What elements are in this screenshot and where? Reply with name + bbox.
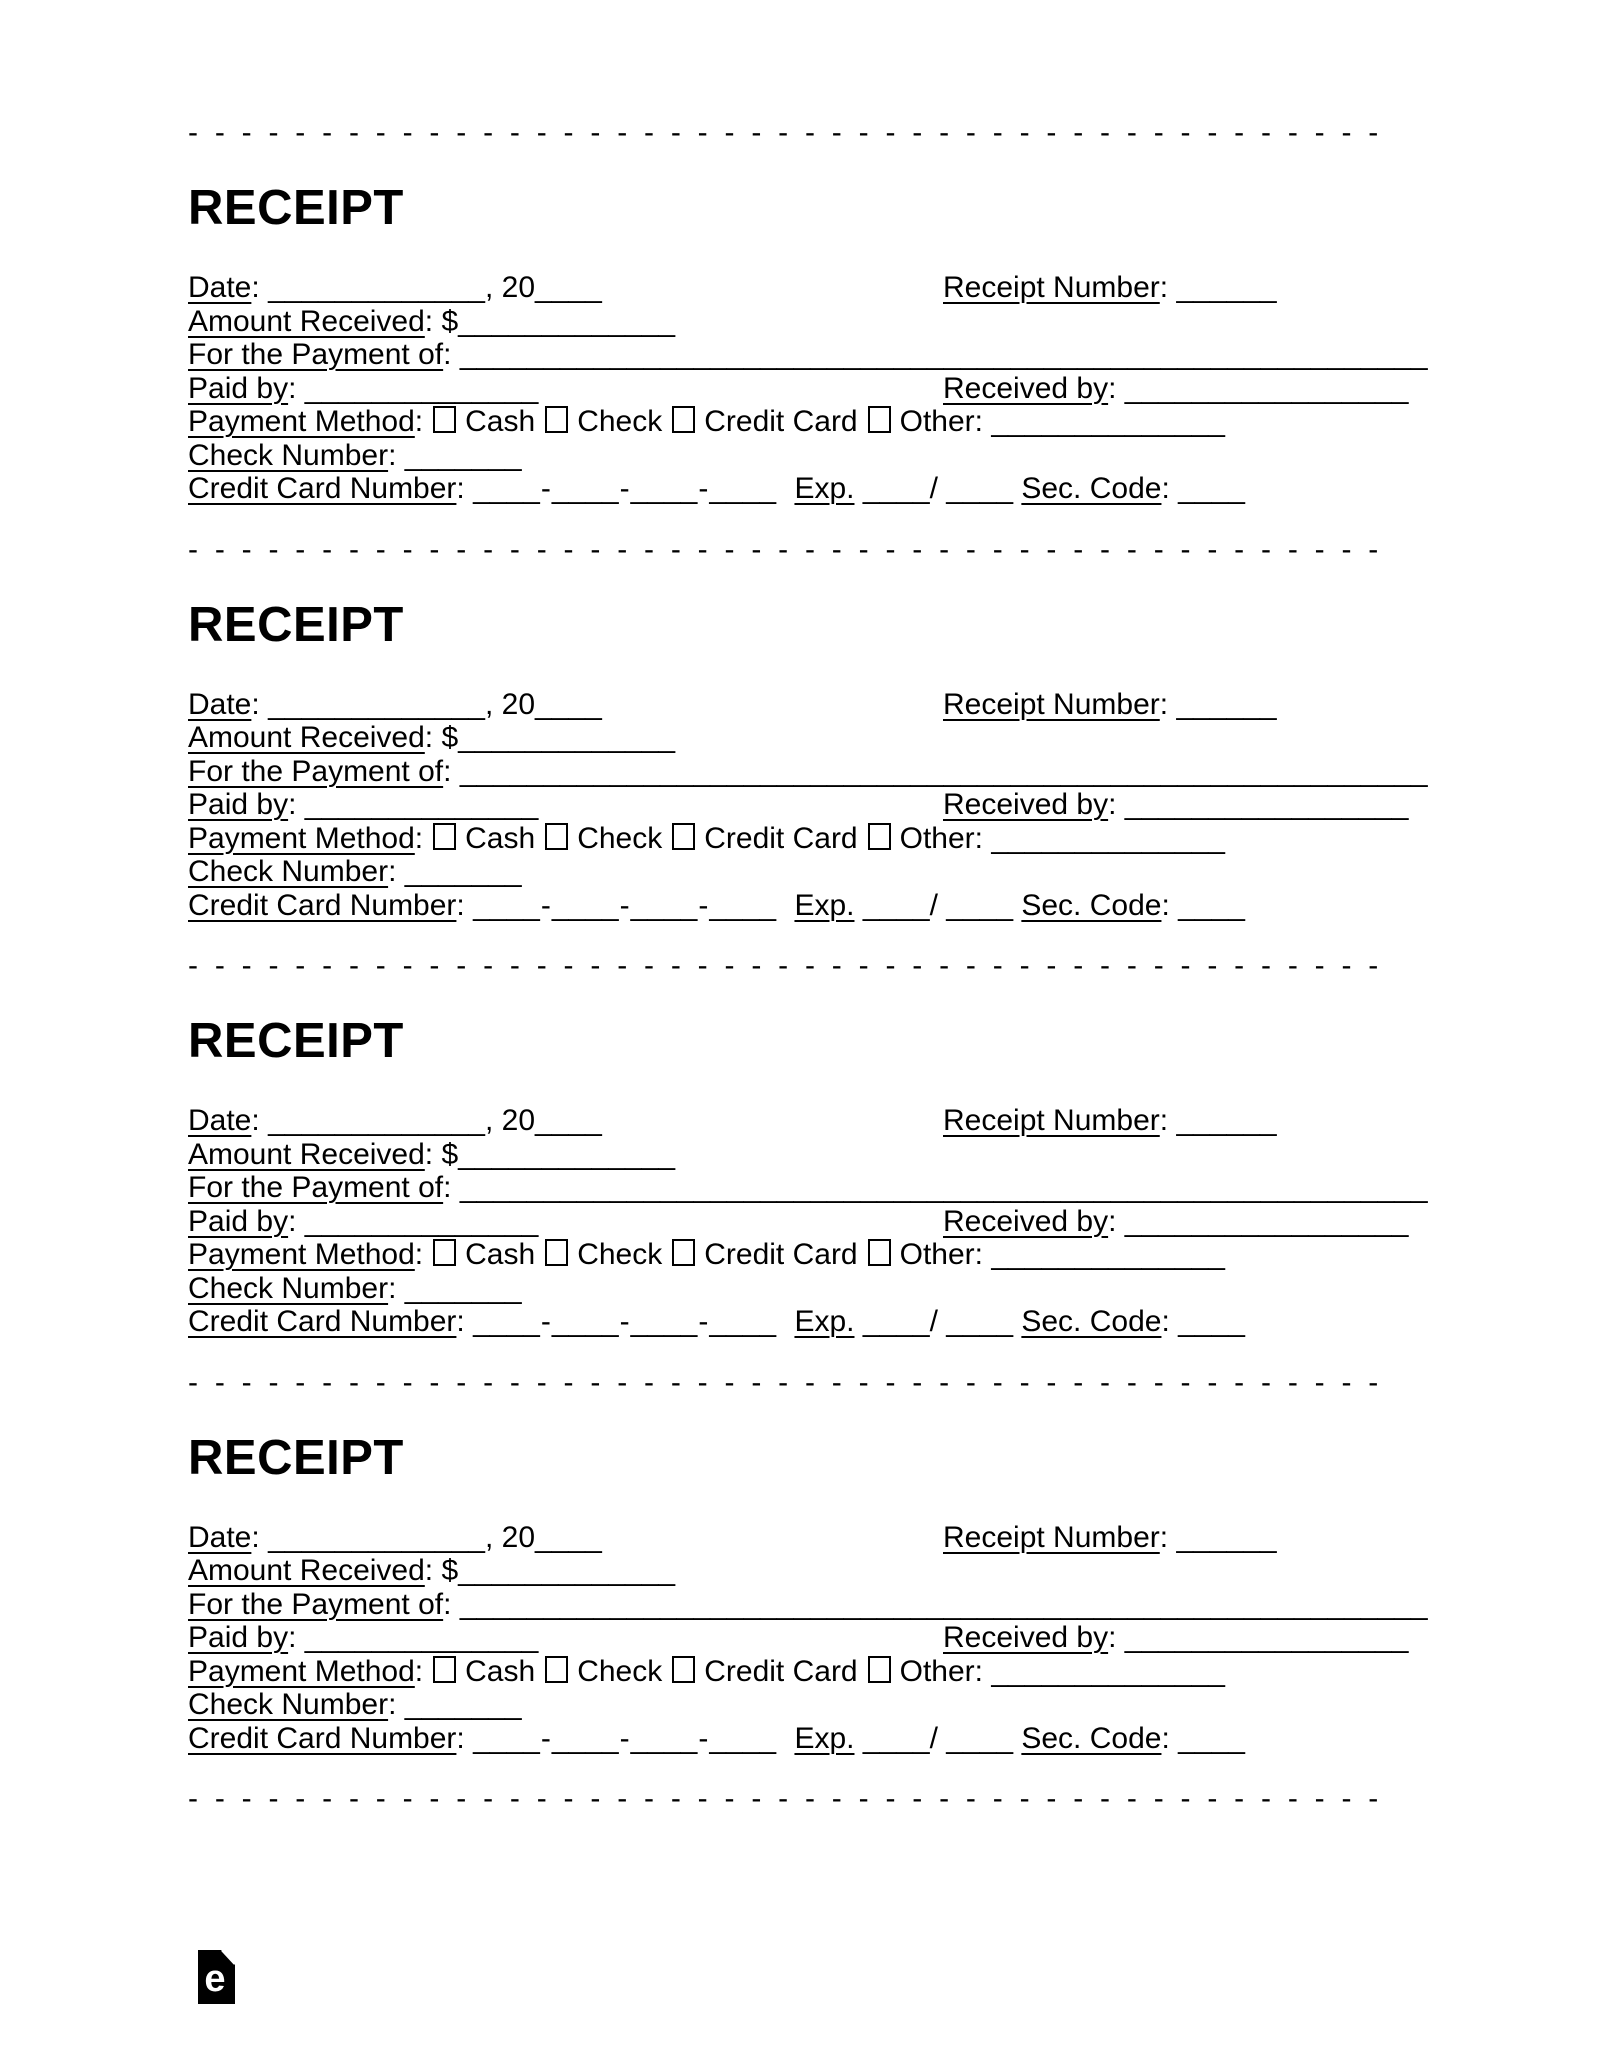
receipt-sections [188, 116, 1438, 1755]
check-label: Check [577, 1238, 663, 1271]
colon: : [443, 1587, 452, 1621]
cc-blank-group-1[interactable]: ____ [473, 1305, 540, 1338]
amount-blank-line[interactable]: _____________ [458, 721, 676, 754]
checkbox-check-icon[interactable] [545, 823, 568, 850]
sec-code-blank-line[interactable]: ____ [1178, 888, 1245, 922]
colon: : [414, 1654, 424, 1688]
checkbox-other-icon[interactable] [868, 406, 891, 433]
date-label: Date [188, 1520, 252, 1554]
cc-blank-group-3[interactable]: ____ [630, 472, 698, 505]
year-blank-line[interactable]: ____ [535, 1104, 602, 1137]
dashed-cut-line: - - - - - - - - - - - - - - - - - - - - - - - - - - - - - - - - - - - - - - - - - - - - - [188, 116, 1379, 149]
cc-blank-group-4[interactable]: ____ [709, 472, 777, 505]
received-by-group [943, 1621, 1408, 1655]
dollar-sign: $ [441, 1137, 459, 1171]
check-number-label: Check Number [188, 1271, 389, 1305]
cc-blank-group-4[interactable]: ____ [709, 1721, 777, 1755]
received-by-label: Received by [943, 788, 1109, 821]
date-blank-line[interactable]: _____________ [268, 1520, 485, 1554]
colon: : [388, 1271, 397, 1305]
receipt-number-group [943, 1104, 1277, 1138]
exp-label: Exp. [794, 472, 855, 505]
exp-year-blank-line[interactable]: ____ [946, 888, 1014, 922]
sec-code-label: Sec. Code [1021, 888, 1162, 922]
dollar-sign: $ [441, 1554, 459, 1587]
checkbox-cash-icon[interactable] [433, 1656, 456, 1683]
checkbox-credit-card-icon[interactable] [672, 406, 695, 433]
check-number-blank-line[interactable]: _______ [404, 438, 522, 472]
credit-card-label: Credit Card [704, 821, 858, 855]
other-blank-line[interactable]: ______________ [991, 1238, 1225, 1271]
paid-by-blank-line[interactable]: ______________ [304, 788, 539, 821]
exp-label: Exp. [794, 1721, 855, 1755]
date-blank-line[interactable]: _____________ [268, 1104, 485, 1137]
payment-method-label: Payment Method [188, 1654, 415, 1688]
colon: : [974, 1238, 983, 1271]
colon: : [1108, 1621, 1117, 1654]
colon: : [251, 1520, 260, 1554]
date-blank-line[interactable]: _____________ [268, 271, 485, 304]
payment-method-row [188, 1238, 1438, 1272]
other-label: Other [899, 405, 975, 438]
receipt-number-blank-line[interactable]: ______ [1176, 271, 1277, 304]
paid-by-label: Paid by [188, 371, 289, 405]
check-number-row [188, 855, 1438, 889]
payment-of-blank-line[interactable]: __________________________________________________________ [459, 1171, 1428, 1204]
cc-hyphen: - [698, 1721, 709, 1755]
check-number-label: Check Number [188, 438, 389, 472]
colon: : [388, 855, 397, 888]
checkbox-check-icon[interactable] [545, 406, 568, 433]
colon: : [1159, 271, 1169, 304]
colon: : [251, 687, 260, 721]
cc-blank-group-4[interactable]: ____ [709, 1305, 777, 1338]
payment-method-row [188, 405, 1438, 439]
credit-card-row [188, 1722, 1438, 1756]
payment-method-row [188, 822, 1438, 856]
credit-card-number-label: Credit Card Number [188, 472, 457, 505]
checkbox-credit-card-icon[interactable] [672, 1239, 695, 1266]
check-number-row [188, 439, 1438, 473]
colon: : [388, 1688, 397, 1721]
exp-month-blank-line[interactable]: ____ [862, 888, 930, 922]
eforms-document-logo-icon [198, 1950, 235, 2004]
colon: : [456, 888, 465, 922]
colon: : [443, 1171, 452, 1204]
colon: : [388, 438, 397, 472]
payment-of-label: For the Payment of [188, 754, 444, 788]
payment-of-label: For the Payment of [188, 1171, 444, 1204]
colon: : [424, 721, 434, 754]
receipt-section [188, 1366, 1438, 1756]
colon: : [424, 1554, 434, 1587]
check-number-label: Check Number [188, 1688, 389, 1721]
dollar-sign: $ [441, 304, 459, 338]
exp-year-blank-line[interactable]: ____ [946, 1305, 1014, 1338]
received-by-blank-line[interactable]: _________________ [1124, 788, 1409, 821]
year-blank-line[interactable]: ____ [535, 271, 602, 304]
amount-received-row [188, 1138, 1438, 1172]
colon: : [974, 821, 983, 855]
page-content [188, 116, 1438, 1816]
credit-card-label: Credit Card [704, 1238, 858, 1271]
checkbox-credit-card-icon[interactable] [672, 1656, 695, 1683]
credit-card-row [188, 472, 1438, 506]
checkbox-cash-icon[interactable] [433, 1239, 456, 1266]
cc-blank-group-4[interactable]: ____ [709, 888, 777, 922]
colon: : [456, 1721, 465, 1755]
checkbox-other-icon[interactable] [868, 1239, 891, 1266]
cc-hyphen: - [619, 1305, 630, 1338]
exp-slash: / [929, 888, 938, 922]
receipt-heading: RECEIPT [188, 1430, 404, 1485]
amount-blank-line[interactable]: _____________ [458, 304, 676, 338]
check-label: Check [577, 1654, 663, 1688]
colon: : [288, 371, 297, 405]
receipt-section [188, 533, 1438, 923]
amount-received-row [188, 1554, 1438, 1588]
cc-hyphen: - [540, 472, 551, 505]
check-number-blank-line[interactable]: _______ [404, 1688, 522, 1721]
check-number-blank-line[interactable]: _______ [404, 855, 522, 888]
colon: : [443, 338, 452, 371]
other-label: Other [899, 1654, 975, 1688]
cc-hyphen: - [540, 1721, 551, 1755]
cc-blank-group-2[interactable]: ____ [551, 888, 619, 922]
colon: : [456, 1305, 465, 1338]
amount-blank-line[interactable]: _____________ [458, 1137, 676, 1171]
payment-of-row [188, 755, 1438, 789]
other-label: Other [899, 821, 975, 855]
amount-blank-line[interactable]: _____________ [458, 1554, 676, 1587]
receipt-number-group [943, 688, 1277, 722]
receipt-section [188, 116, 1438, 506]
year-prefix: , 20 [484, 1104, 536, 1137]
sec-code-label: Sec. Code [1021, 1721, 1162, 1755]
payment-of-blank-line[interactable]: __________________________________________________________ [459, 1587, 1428, 1621]
check-number-row [188, 1688, 1438, 1722]
date-label: Date [188, 1104, 252, 1137]
credit-card-label: Credit Card [704, 405, 858, 438]
amount-received-row [188, 305, 1438, 339]
exp-month-blank-line[interactable]: ____ [862, 472, 930, 505]
payment-method-label: Payment Method [188, 821, 415, 855]
cash-label: Cash [465, 1238, 536, 1271]
paid-by-blank-line[interactable]: ______________ [304, 1204, 539, 1238]
received-by-group [943, 788, 1408, 822]
exp-month-blank-line[interactable]: ____ [862, 1721, 930, 1755]
payment-of-row [188, 338, 1438, 372]
payment-of-row [188, 1588, 1438, 1622]
paid-by-row [188, 1621, 1438, 1655]
receipt-heading: RECEIPT [188, 597, 404, 652]
received-by-blank-line[interactable]: _________________ [1124, 1621, 1409, 1654]
colon: : [974, 1654, 983, 1688]
other-blank-line[interactable]: ______________ [991, 1654, 1225, 1688]
payment-of-label: For the Payment of [188, 1587, 444, 1621]
received-by-label: Received by [943, 371, 1109, 405]
receipt-section [188, 949, 1438, 1339]
colon: : [1161, 1721, 1170, 1755]
received-by-label: Received by [943, 1621, 1109, 1654]
colon: : [1161, 1305, 1170, 1338]
received-by-label: Received by [943, 1204, 1109, 1238]
year-prefix: , 20 [484, 271, 536, 304]
year-blank-line[interactable]: ____ [535, 687, 602, 721]
sec-code-blank-line[interactable]: ____ [1178, 472, 1245, 505]
checkbox-other-icon[interactable] [868, 1656, 891, 1683]
credit-card-row [188, 889, 1438, 923]
checkbox-cash-icon[interactable] [433, 406, 456, 433]
exp-month-blank-line[interactable]: ____ [862, 1305, 930, 1338]
check-number-label: Check Number [188, 855, 389, 888]
receipt-number-label: Receipt Number [943, 271, 1160, 304]
checkbox-check-icon[interactable] [545, 1239, 568, 1266]
cc-hyphen: - [619, 1721, 630, 1755]
check-number-row [188, 1272, 1438, 1306]
other-blank-line[interactable]: ______________ [991, 405, 1225, 438]
received-by-blank-line[interactable]: _________________ [1124, 1204, 1409, 1238]
checkbox-check-icon[interactable] [545, 1656, 568, 1683]
credit-card-label: Credit Card [704, 1654, 858, 1688]
cc-blank-group-1[interactable]: ____ [473, 472, 540, 505]
other-label: Other [899, 1238, 975, 1271]
date-row [188, 688, 1438, 722]
received-by-group [943, 1205, 1408, 1239]
payment-method-row [188, 1655, 1438, 1689]
colon: : [1159, 687, 1169, 721]
paid-by-row [188, 372, 1438, 406]
credit-card-number-label: Credit Card Number [188, 1721, 457, 1755]
checkbox-cash-icon[interactable] [433, 823, 456, 850]
dashed-cut-line: - - - - - - - - - - - - - - - - - - - - - - - - - - - - - - - - - - - - - - - - - - - - - [188, 532, 1379, 566]
sec-code-blank-line[interactable]: ____ [1178, 1305, 1245, 1338]
dashed-cut-line: - - - - - - - - - - - - - - - - - - - - - - - - - - - - - - - - - - - - - - - - - - - - - [188, 1782, 1379, 1815]
cc-blank-group-3[interactable]: ____ [630, 888, 698, 922]
credit-card-number-label: Credit Card Number [188, 1305, 457, 1338]
colon: : [288, 788, 297, 821]
payment-of-row [188, 1171, 1438, 1205]
payment-of-label: For the Payment of [188, 338, 444, 371]
cc-blank-group-1[interactable]: ____ [473, 888, 540, 922]
receipt-number-blank-line[interactable]: ______ [1176, 1104, 1277, 1137]
date-label: Date [188, 687, 252, 721]
paid-by-label: Paid by [188, 788, 289, 821]
colon: : [424, 304, 434, 338]
colon: : [1159, 1520, 1169, 1554]
colon: : [1161, 888, 1170, 922]
payment-method-label: Payment Method [188, 1238, 415, 1271]
receipt-number-label: Receipt Number [943, 1520, 1160, 1554]
date-row [188, 271, 1438, 305]
cc-blank-group-3[interactable]: ____ [630, 1721, 698, 1755]
date-blank-line[interactable]: _____________ [268, 687, 485, 721]
exp-label: Exp. [794, 888, 855, 922]
colon: : [1108, 788, 1117, 821]
dollar-sign: $ [441, 721, 459, 754]
cc-hyphen: - [698, 472, 709, 505]
exp-slash: / [929, 1305, 938, 1338]
sec-code-label: Sec. Code [1021, 1305, 1162, 1338]
received-by-group [943, 372, 1408, 406]
cc-hyphen: - [540, 1305, 551, 1338]
colon: : [443, 754, 452, 788]
paid-by-blank-line[interactable]: ______________ [304, 371, 539, 405]
checkbox-other-icon[interactable] [868, 823, 891, 850]
exp-year-blank-line[interactable]: ____ [946, 1721, 1014, 1755]
paid-by-label: Paid by [188, 1621, 289, 1654]
paid-by-row [188, 1205, 1438, 1239]
exp-slash: / [929, 472, 938, 505]
cash-label: Cash [465, 1654, 536, 1688]
cc-blank-group-2[interactable]: ____ [551, 1721, 619, 1755]
colon: : [251, 1104, 260, 1137]
other-blank-line[interactable]: ______________ [991, 821, 1225, 855]
credit-card-row [188, 1305, 1438, 1339]
credit-card-number-label: Credit Card Number [188, 888, 457, 922]
receipt-number-label: Receipt Number [943, 1104, 1160, 1137]
receipt-number-group [943, 1521, 1277, 1555]
check-label: Check [577, 405, 663, 438]
cash-label: Cash [465, 821, 536, 855]
cc-blank-group-3[interactable]: ____ [630, 1305, 698, 1338]
colon: : [414, 1238, 424, 1271]
year-prefix: , 20 [484, 1520, 536, 1554]
check-label: Check [577, 821, 663, 855]
colon: : [251, 271, 260, 304]
cash-label: Cash [465, 405, 536, 438]
dashed-cut-line: - - - - - - - - - - - - - - - - - - - - - - - - - - - - - - - - - - - - - - - - - - - - - [188, 1365, 1379, 1399]
check-number-blank-line[interactable]: _______ [404, 1271, 522, 1305]
amount-received-row [188, 721, 1438, 755]
payment-of-blank-line[interactable]: __________________________________________________________ [459, 338, 1428, 371]
cc-blank-group-2[interactable]: ____ [551, 1305, 619, 1338]
cc-hyphen: - [698, 1305, 709, 1338]
colon: : [424, 1137, 434, 1171]
date-label: Date [188, 271, 252, 304]
colon: : [414, 405, 424, 438]
sec-code-label: Sec. Code [1021, 472, 1162, 505]
paid-by-row [188, 788, 1438, 822]
payment-of-blank-line[interactable]: __________________________________________________________ [459, 754, 1428, 788]
colon: : [974, 405, 983, 438]
logo-letter: e [204, 1958, 226, 2000]
colon: : [456, 472, 465, 505]
date-row [188, 1521, 1438, 1555]
colon: : [288, 1621, 297, 1654]
payment-method-label: Payment Method [188, 405, 415, 438]
receipt-number-blank-line[interactable]: ______ [1176, 687, 1277, 721]
cc-blank-group-2[interactable]: ____ [551, 472, 619, 505]
exp-year-blank-line[interactable]: ____ [946, 472, 1014, 505]
cc-blank-group-1[interactable]: ____ [473, 1721, 540, 1755]
received-by-blank-line[interactable]: _________________ [1124, 371, 1409, 405]
receipt-number-group [943, 271, 1277, 305]
cc-hyphen: - [619, 472, 630, 505]
cc-hyphen: - [619, 888, 630, 922]
receipt-number-blank-line[interactable]: ______ [1176, 1520, 1277, 1554]
colon: : [1108, 371, 1117, 405]
colon: : [1159, 1104, 1169, 1137]
colon: : [1161, 472, 1170, 505]
sec-code-blank-line[interactable]: ____ [1178, 1721, 1245, 1755]
exp-label: Exp. [794, 1305, 855, 1338]
paid-by-blank-line[interactable]: ______________ [304, 1621, 539, 1654]
checkbox-credit-card-icon[interactable] [672, 823, 695, 850]
colon: : [414, 821, 424, 855]
year-prefix: , 20 [484, 687, 536, 721]
amount-received-label: Amount Received [188, 1137, 425, 1171]
amount-received-label: Amount Received [188, 1554, 425, 1587]
receipt-heading: RECEIPT [188, 181, 404, 235]
amount-received-label: Amount Received [188, 721, 425, 754]
date-row [188, 1104, 1438, 1138]
exp-slash: / [929, 1721, 938, 1755]
amount-received-label: Amount Received [188, 304, 425, 338]
dashed-cut-line: - - - - - - - - - - - - - - - - - - - - - - - - - - - - - - - - - - - - - - - - - - - - - [188, 949, 1379, 982]
receipt-number-label: Receipt Number [943, 687, 1160, 721]
receipt-heading: RECEIPT [188, 1014, 404, 1068]
cc-hyphen: - [698, 888, 709, 922]
year-blank-line[interactable]: ____ [535, 1520, 602, 1554]
paid-by-label: Paid by [188, 1204, 289, 1238]
cc-hyphen: - [540, 888, 551, 922]
colon: : [1108, 1204, 1117, 1238]
colon: : [288, 1204, 297, 1238]
